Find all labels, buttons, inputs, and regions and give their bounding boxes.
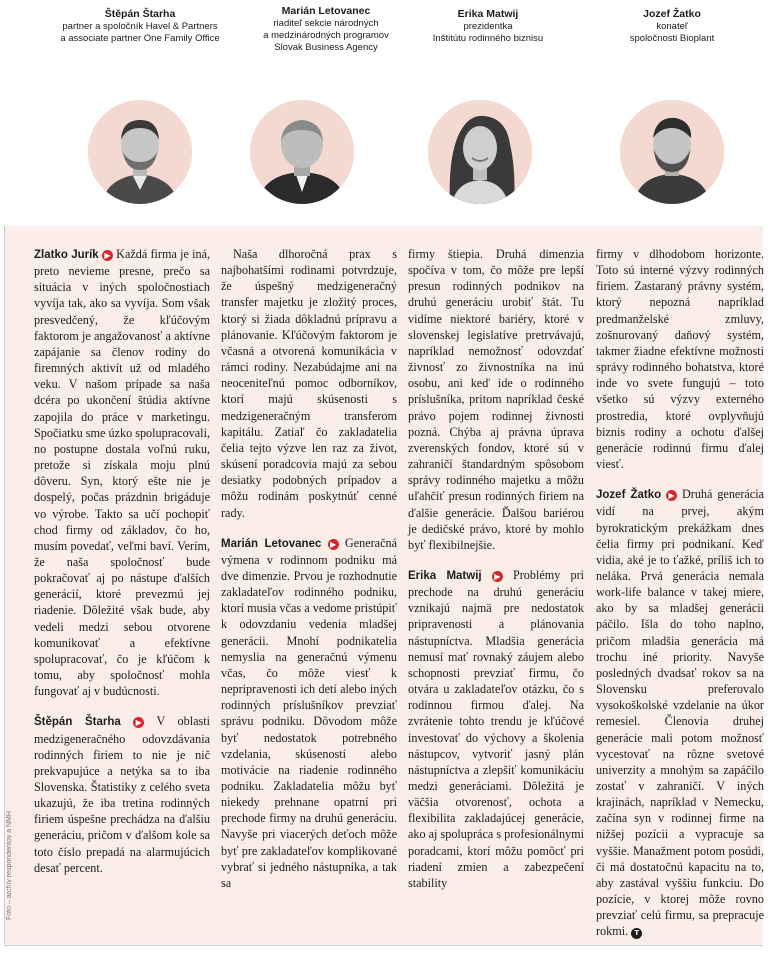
person-name: Jozef Žatko — [643, 8, 701, 20]
portrait-young-man-beard-icon — [620, 100, 724, 204]
tyzden-logo-icon: T — [631, 928, 642, 939]
person-role: spoločnosti Bioplant — [629, 33, 715, 44]
continued-paragraph — [408, 246, 584, 553]
answer-text: Druhá generácia vidí na prvej, akým byrokratickým prekážkam dnes čelia firmy pri podnikaní. Keď vidia, aké je to ťažké, príliš ich to neláka. Prvá generácia nemala work-life balance v takej miere, ako by sa mladšej generácii páčilo. Išla do toho naplno, pričom mladšia generácia má trochu iné priority. Navyše posledných dvadsať rokov sa na Slovensku preferovalo vysokoškolské vzdelanie na úkor remesiel. Členovia druhej generácie mali potom možnosť vycestovať na rôzne svetové univerzity a mnohým sa zapáčilo zostať v zahraničí. V iných krajinách, napríklad v Nemecku, začína syn v rodinnej firme na nižšej pozícii a vypracuje sa vyššie. Manažment potom posúdi, či má dostatočnú kapacitu na to, aby zastával vyššiu funkciu. Do pozície, v ktorej môže rovno prevziať celú firmu, sa prepracuje rokmi. — [596, 487, 765, 939]
answer-text: Každá firma je iná, preto nevieme presne, prečo sa situácia v iných spoločnostiach vyvíja tak, ako sa vyvíja. Som však presvedčený, že kľúčovým faktorom je angažovanosť a aktívne zapájanie sa členov rodiny do firemných aktivít už od mladého veku. V našom prípade sa naša dcéra po ukončení štúdia aktívne zapojila do práce v marketingu. Spočiatku sme úzko spolupracovali, no postupne dostala voľnú ruku, pretože si získala moju plnú dôveru. Syn, ktorý ešte nie je dospelý, počas prázdnin brigáduje vo výrobe. Takto sa učí pochopiť chod firmy od základov, čo ho, musím povedať, veľmi baví. Verím, že naša spoločnosť bude pokračovať aj po nástupe ďalších generácií, ktoré prevezmú jej riadenie. Dôležité však bude, aby vedeli medzi sebou otvorene komunikovať a efektívne spolupracovať, čo je kľúčom k tomu, aby spoločnosť mohla fungovať aj v budúcnosti. — [34, 247, 211, 699]
arrow-right-circle-icon: ▶ — [492, 571, 503, 582]
answer-text: firmy štiepia. Druhá dimenzia spočíva v tom, čo môže pre lepší presun rodinných podnikov na druhú generáciu urobiť štát. Tu vidíme niektoré bariéry, ktoré v slovenskej legislatíve pretrvávajú, napríklad nemožnosť odovzdať živnosť zo živnostníka na inú osobu, ani keď ide o rodinného príslušníka, pritom napríklad české právo pojem rodinnej živnosti pozná. Chýba aj právna úprava zverenských fondov, ktoré sú v zahraničí štandardným spôsobom správy rodinného majetku a môžu uľahčiť presun rodinných firiem na ďalšie generácie. Ďalšou bariérou je dedičské právo, ktoré by mohlo byť flexibilnejšie. — [408, 247, 584, 552]
answer-text: firmy v dlhodobom horizonte. Toto sú interné výzvy rodinných firiem. Zastaraný právny systém, ktorý nepozná napríklad predmanželské zmluvy, zošnurovaný daňový systém, takmer žiadne efektívne možnosti správy rodinného bohatstva, ktoré inde vo svete fungujú – toto všetko sú výzvy externého prostredia, ktoré ovplyvňujú biznis rodiny a ochotu ďalšej generácie rodinnú firmu ďalej viesť. — [596, 247, 764, 472]
answer-paragraph — [34, 246, 210, 699]
person-role: prezidentka — [463, 21, 513, 32]
person-name: Marián Letovanec — [281, 5, 371, 17]
portrait-photo — [88, 100, 192, 204]
answer-paragraph — [596, 486, 764, 939]
person-role: a associate partner One Family Office — [60, 33, 220, 44]
person-card-zatko — [577, 8, 767, 45]
person-role: partner a spoločník Havel & Partners — [62, 21, 218, 32]
person-name: Erika Matwij — [457, 8, 519, 20]
article-column-1 — [34, 246, 210, 890]
person-card-starha — [45, 8, 235, 45]
arrow-right-circle-icon: ▶ — [666, 490, 677, 501]
portrait-photo — [620, 100, 724, 204]
answer-text: Naša dlhoročná prax s najbohatšími rodinami potvrdzuje, že úspešný medzigeneračný transfer majetku je zložitý proces, ktorý si žiada dôkladnú prípravu a plánovanie. Kľúčovým faktorom je včasná a otvorená komunikácia v rámci rodiny. Nezabúdajme ani na neoceniteľnú pomoc odborníkov, ktorí majú skúsenosti s medzigeneračným transferom kapitálu. Zatiaľ čo zakladatelia čelia tejto výzve len raz za život, skúsení poradcovia majú za sebou desiatky podobných prípadov a môžu rodinám poskytnúť cenné rady. — [221, 247, 397, 520]
answer-paragraph — [221, 535, 397, 891]
article-column-4 — [596, 246, 764, 954]
portraits-header — [0, 0, 769, 226]
person-role: riaditeľ sekcie národných — [273, 18, 379, 29]
continued-paragraph — [596, 246, 764, 472]
speaker-name: Zlatko Jurík — [34, 249, 99, 261]
portrait-woman-icon — [428, 100, 532, 204]
answer-paragraph — [408, 567, 584, 891]
person-role: konateľ — [656, 21, 688, 32]
person-role: Inštitútu rodinného biznisu — [432, 33, 544, 44]
photo-credit: Foto – archív respondentov a NMH — [6, 811, 13, 920]
answer-text: Problémy pri prechode na druhú generáciu vznikajú najmä pre nedostatok pripravenosti a plánovania nástupníctva. Mladšia generácia nemusí mať rovnaký záujem alebo schopnosti prevziať firmu, čo otvára u zakladateľov otázku, čo s rodinnou firmou ďalej. Na zvrátenie tohto trendu je kľúčové investovať do výchovy a školenia nástupcov, vytvoriť jasný plán nástupníctva a zlepšiť komunikáciu medzi generáciami. Dôležitá je väčšia otvorenosť, ochota a flexibilita zakladajúcej generácie, ako aj spolupráca s profesionálnymi poradcami, ktorí môžu pomôcť pri riadení zmien a zabezpečení stability — [408, 567, 585, 890]
arrow-right-circle-icon: ▶ — [102, 250, 113, 261]
portrait-man-beard-icon — [88, 100, 192, 204]
speaker-name: Marián Letovanec — [221, 537, 322, 550]
answer-text: V oblasti medzigeneračného odovzdávania rodinných firiem to nie je nič prekvapujúce a netýka sa to iba Slovenska. Štatistiky z celého sveta ukazujú, že iba tretina rodinných firiem úspešne prechádza na ďalšiu generáciu, pričom v ďalšom kole sa toto číslo prepadá na alarmujúcich desať percent. — [34, 714, 211, 875]
person-name: Štěpán Štarha — [104, 8, 176, 20]
person-role: a medzinárodných programov — [263, 30, 389, 41]
speaker-name: Štěpán Štarha — [34, 716, 121, 729]
person-role: Slovak Business Agency — [274, 42, 378, 53]
article-column-2 — [221, 246, 397, 905]
answer-text: Generačná výmena v rodinnom podniku má dve dimenzie. Prvou je rozhodnutie zakladateľov rodinného podniku, ktorí musia včas a vedome pristúpiť k odovzdaniu vedenia mladšej generácii. Mnohí podnikatelia nemyslia na generačnú výmenu včas, čo môže viesť k nepripravenosti ich detí alebo iných rodinných príslušníkov prevziať správu podniku. Dôvodom môže byť nedostatok potrebného vzdelania, skúseností alebo motivácie na riadenie rodinného podniku. Zakladatelia môžu byť niekedy prehnane opatrní pri prechode firmy na druhú generáciu. Navyše pri viacerých deťoch môže byť pre zakladateľov komplikované vybrať si jedného nástupníka, a tak sa — [221, 535, 397, 890]
person-card-matwij — [393, 8, 583, 45]
continued-paragraph — [221, 246, 397, 521]
answer-paragraph — [34, 713, 210, 876]
arrow-right-circle-icon: ▶ — [133, 717, 144, 728]
portrait-photo — [428, 100, 532, 204]
speaker-name: Jozef Žatko — [596, 489, 662, 502]
speaker-name: Erika Matwij — [408, 569, 482, 582]
article-column-3 — [408, 246, 584, 905]
arrow-right-circle-icon: ▶ — [328, 539, 339, 550]
portrait-man-bald-icon — [250, 100, 354, 204]
portrait-photo — [250, 100, 354, 204]
